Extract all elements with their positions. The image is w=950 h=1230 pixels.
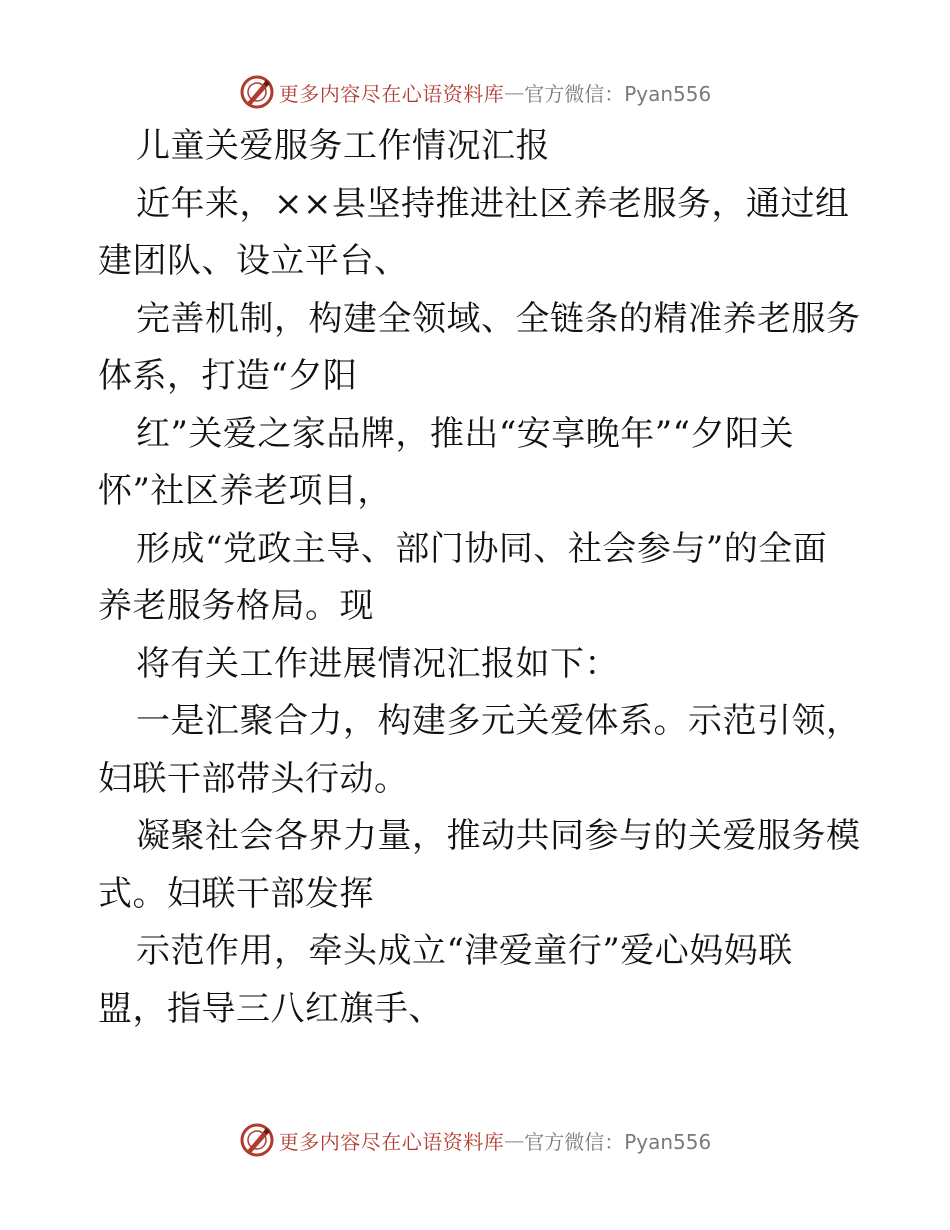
text-line: 将有关工作进展情况汇报如下： <box>136 643 619 684</box>
watermark-wechat-label: 官方微信：Pyan556 <box>524 1129 712 1154</box>
text-line: 红”关爱之家品牌，推出“安享晚年”“夕阳关 <box>136 413 795 454</box>
footer-watermark <box>0 1120 950 1160</box>
text-line: 建团队、设立平台、 <box>98 241 409 281</box>
watermark-site-text: 更多内容尽在心语资料库 <box>278 1129 505 1154</box>
text-line: 完善机制，构建全领域、全链条的精准养老服务 <box>136 298 861 339</box>
text-line: 妇联干部带头行动。 <box>98 758 409 799</box>
document-body <box>98 118 861 1038</box>
text-line: 形成“党政主导、部门协同、社会参与”的全面 <box>136 528 828 569</box>
text-line: 近年来，××县坚持推进社区养老服务，通过组 <box>136 183 850 224</box>
text-line: 一是汇聚合力，构建多元关爱体系。示范引领， <box>136 701 861 741</box>
watermark-wechat-label: 官方微信：Pyan556 <box>524 81 712 106</box>
text-line: 养老服务格局。现 <box>98 586 374 626</box>
text-line: 怀”社区养老项目， <box>98 471 392 511</box>
watermark-separator: — <box>504 1128 525 1152</box>
pen-circle-logo-icon <box>239 74 275 110</box>
document-title: 儿童关爱服务工作情况汇报 <box>136 126 550 166</box>
text-line: 示范作用，牵头成立“津爱童行”爱心妈妈联 <box>136 931 793 971</box>
watermark-separator: — <box>504 80 525 104</box>
header-watermark <box>0 72 950 112</box>
text-line: 凝聚社会各界力量，推动共同参与的关爱服务模 <box>136 816 861 856</box>
pen-circle-logo-icon <box>239 1122 275 1158</box>
text-line: 式。妇联干部发挥 <box>98 873 374 914</box>
text-line: 盟，指导三八红旗手、 <box>98 988 443 1029</box>
watermark-site-text: 更多内容尽在心语资料库 <box>278 81 505 106</box>
text-line: 体系，打造“夕阳 <box>98 356 358 396</box>
